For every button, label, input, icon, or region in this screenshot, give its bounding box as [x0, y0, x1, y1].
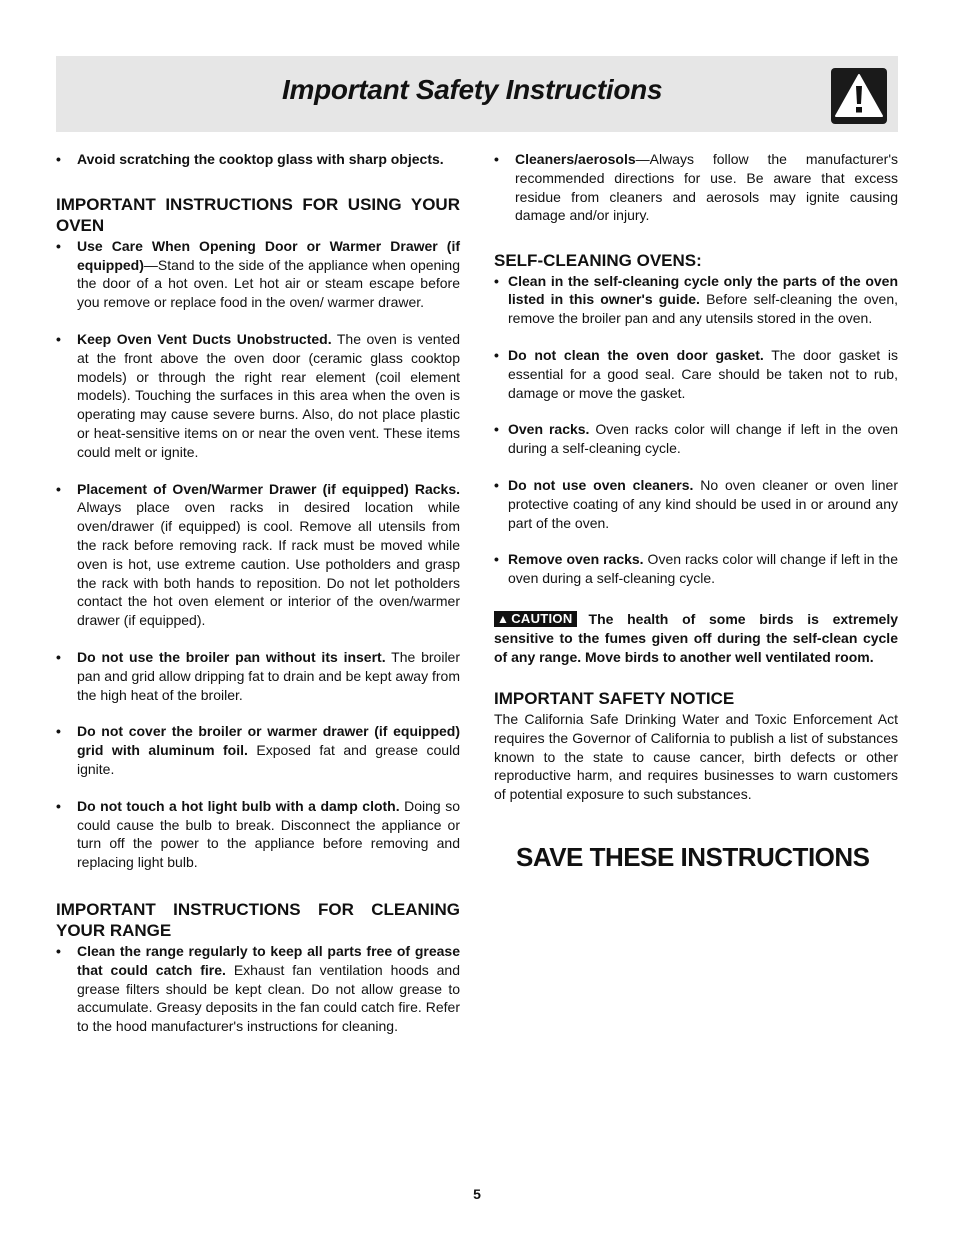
bullet: •	[56, 942, 61, 959]
section-heading-using-oven: IMPORTANT INSTRUCTIONS FOR USING YOUR OVEN	[56, 194, 460, 236]
bullet: •	[56, 237, 61, 254]
bullet: •	[56, 151, 61, 167]
list-item	[56, 150, 460, 169]
item-lead: Oven racks.	[508, 421, 590, 438]
bullet: •	[494, 347, 499, 364]
bullet: •	[494, 272, 499, 289]
item-lead: Placement of Oven/Warmer Drawer (if equipped) Racks.	[77, 480, 460, 497]
item-lead: Do not cover the broiler or warmer drawer (if equipped) grid with aluminum foil.	[77, 723, 460, 759]
item-body: —Stand to the side of the appliance when opening the door of a hot oven. Let hot air or steam escape before you remove or replace food in the oven/ warmer drawer.	[77, 256, 460, 311]
right-column	[494, 150, 898, 873]
item-body: Before self-cleaning the oven, remove the broiler pan and any utensils stored in the oven.	[508, 291, 898, 327]
section-heading-cleaning-range: IMPORTANT INSTRUCTIONS FOR CLEANING YOUR RANGE	[56, 899, 460, 941]
item-lead: Remove oven racks.	[508, 551, 644, 568]
list-item	[56, 480, 460, 630]
list-item	[56, 648, 460, 704]
item-lead: Do not use the broiler pan without its insert.	[77, 648, 386, 665]
item-body: Exhaust fan ventilation hoods and grease filters should be kept clean. Do not allow grease to accumulate. Greasy deposits in the fan could catch fire. Refer to the hood manufacturer's instructions for cleaning.	[77, 961, 460, 1035]
item-lead: Cleaners/aerosols	[515, 151, 636, 167]
bullet: •	[56, 723, 61, 740]
item-body: The door gasket is essential for a good seal. Care should be taken not to rub, damage or move the gasket.	[508, 347, 898, 401]
item-lead: Do not touch a hot light bulb with a damp cloth.	[77, 797, 400, 814]
list-item	[56, 237, 460, 312]
list-item	[494, 346, 898, 402]
list-item	[494, 476, 898, 532]
caution-label: CAUTION	[511, 611, 573, 627]
item-lead: Clean the range regularly to keep all parts free of grease that could catch fire.	[77, 942, 460, 978]
item-lead: Keep Oven Vent Ducts Unobstructed.	[77, 330, 332, 347]
list-item	[494, 150, 898, 225]
list-item	[56, 797, 460, 872]
list-item	[494, 550, 898, 588]
item-body: —Always follow the manufacturer's recommended directions for use. Be aware that excess residue from cleaners and aerosols may ignite causing damage and/or injury.	[515, 151, 898, 224]
bullet: •	[56, 480, 61, 497]
caution-notice	[494, 610, 898, 666]
item-body: Exposed fat and grease could ignite.	[77, 742, 460, 777]
page-title: Important Safety Instructions	[282, 74, 663, 105]
item-body: The broiler pan and grid allow dripping fat to drain and be kept away from the high heat of the broiler.	[77, 648, 461, 703]
item-lead: Do not use oven cleaners.	[508, 477, 694, 494]
section-heading-self-cleaning: SELF-CLEANING OVENS:	[494, 251, 702, 271]
bullet: •	[56, 648, 61, 665]
safety-notice-text: The California Safe Drinking Water and Toxic Enforcement Act requires the Governor of California to publish a list of substances known to the state to cause cancer, birth defects or other reproductive harm, and requires businesses to warn customers of potential exposure to such substances.	[494, 710, 898, 803]
bullet: •	[494, 151, 499, 167]
item-lead: Clean in the self-cleaning cycle only the parts of the oven listed in this owner's guide.	[508, 272, 898, 308]
item-body: The oven is vented at the front above the oven door (ceramic glass cooktop models) or through the right rear element (coil element models). Touching the surfaces in this area when the oven is operating may cause severe burns. Also, do not place plastic or heat-sensitive items on or near the oven vent. These items could melt or ignite.	[77, 330, 460, 460]
bullet: •	[494, 551, 499, 568]
item-lead: Do not clean the oven door gasket.	[508, 347, 764, 364]
section-heading-safety-notice: IMPORTANT SAFETY NOTICE	[494, 689, 735, 709]
item-body: Oven racks color will change if left in the oven during a self-cleaning cycle.	[508, 421, 898, 457]
list-item	[56, 722, 460, 778]
left-column	[56, 150, 460, 1036]
warning-triangle-icon	[831, 68, 887, 124]
caution-text: The health of some birds is extremely sensitive to the fumes given off during the self-clean cycle of any range. Move birds to another well ventilated room.	[494, 611, 898, 665]
bullet: •	[494, 477, 499, 494]
item-body: No oven cleaner or oven liner protective coating of any kind should be used in or around any part of the oven.	[508, 477, 898, 531]
bullet: •	[56, 797, 61, 814]
save-instructions-title: SAVE THESE INSTRUCTIONS	[516, 841, 870, 872]
list-item	[494, 420, 898, 458]
page-header	[56, 56, 898, 132]
page-number: 5	[473, 1186, 481, 1202]
bullet: •	[494, 421, 499, 438]
list-item	[56, 330, 460, 462]
caution-badge	[494, 611, 577, 627]
item-lead: Avoid scratching the cooktop glass with sharp objects.	[77, 151, 444, 167]
item-body: Oven racks color will change if left in the oven during a self-cleaning cycle.	[508, 551, 899, 587]
list-item	[494, 272, 898, 328]
item-lead: Use Care When Opening Door or Warmer Drawer (if equipped)	[77, 237, 460, 273]
list-item	[56, 942, 460, 1036]
item-body: Doing so could cause the bulb to break. Disconnect the appliance or turn off the power to the appliance before removing and replacing light bulb.	[77, 797, 460, 871]
bullet: •	[56, 330, 61, 347]
item-body: Always place oven racks in desired location while oven/drawer (if equipped) is cool. Remove all utensils from the rack before removing rack. If rack must be moved while oven is hot, use extreme caution. Use potholders and grasp the rack with both hands to reposition. Do not let potholders contact the hot oven element or interior of the oven/warmer drawer (if equipped).	[77, 499, 460, 629]
warning-triangle-icon: ▲	[497, 612, 510, 627]
